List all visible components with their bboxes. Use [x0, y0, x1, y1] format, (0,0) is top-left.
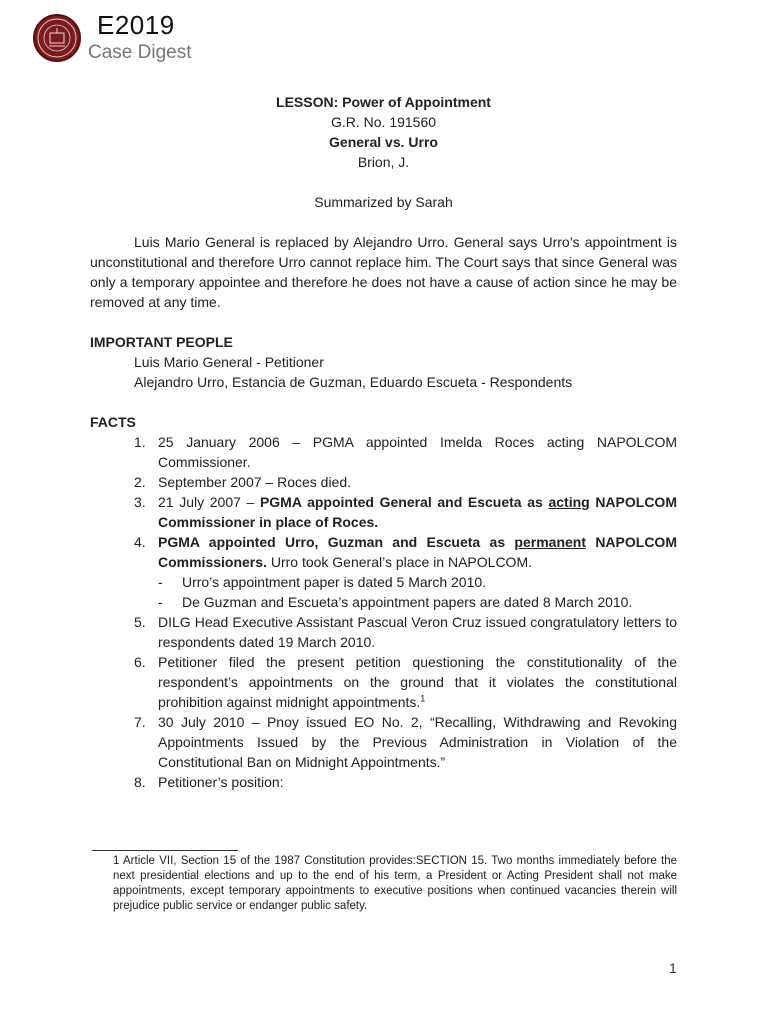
- list-item: [90, 772, 677, 792]
- footnote-divider: [92, 850, 238, 851]
- list-item: [90, 492, 677, 532]
- sub-item-text: Urro’s appointment paper is dated 5 March 2010.: [182, 574, 487, 590]
- fact-number: 3.: [134, 494, 146, 510]
- fact-number: 5.: [134, 614, 146, 630]
- fact-text: DILG Head Executive Assistant Pascual Veron Cruz issued congratulatory letters to respondents dated 19 March 2010.: [158, 614, 677, 650]
- important-people-heading: IMPORTANT PEOPLE: [90, 334, 233, 350]
- sub-item-text: De Guzman and Escueta’s appointment papers are dated 8 March 2010.: [182, 594, 633, 610]
- ponente: Brion, J.: [357, 154, 410, 170]
- person-respondents: Alejandro Urro, Estancia de Guzman, Eduardo Escueta - Respondents: [134, 374, 573, 390]
- fact-text: 21 July 2007 –: [158, 494, 260, 510]
- list-item: [90, 472, 677, 492]
- fact-bold-text: PGMA appointed General and Escueta as: [259, 494, 549, 510]
- summarized-by: Summarized by Sarah: [314, 194, 453, 210]
- list-item: [90, 532, 677, 612]
- fact-text: Petitioner’s position:: [158, 774, 284, 790]
- fact-number: 7.: [134, 714, 146, 730]
- lesson-heading: LESSON: Power of Appointment: [276, 94, 491, 110]
- footnote-reference[interactable]: 1: [420, 693, 426, 704]
- fact-underlined-text: acting: [548, 494, 590, 510]
- fact-bold-text: NAPOLCOM Commissioner in place of Roces.: [158, 494, 677, 530]
- fact-text: 25 January 2006 – PGMA appointed Imelda Roces acting NAPOLCOM Commissioner.: [158, 434, 677, 470]
- fact-number: 2.: [134, 474, 146, 490]
- sub-item: [158, 572, 677, 592]
- fact-text: Urro took General’s place in NAPOLCOM.: [266, 554, 533, 570]
- facts-list: [90, 432, 677, 792]
- fact-number: 1.: [134, 434, 146, 450]
- brand-title: E2019: [97, 10, 175, 40]
- gr-number: G.R. No. 191560: [330, 114, 437, 130]
- fact-bold-text: NAPOLCOM Commissioners.: [158, 534, 677, 570]
- person-petitioner: Luis Mario General - Petitioner: [134, 354, 324, 370]
- brand-subtitle: Case Digest: [88, 42, 192, 63]
- fact-text: September 2007 – Roces died.: [158, 474, 352, 490]
- footnote: 1 Article VII, Section 15 of the 1987 Constitution provides:SECTION 15. Two months immediately before the next presidential elections and up to the end of his term, a President or Acting President shall not make appointments, except temporary appointments to executive positions when continued vacancies therein will prejudice public service or endanger public safety.: [113, 855, 677, 912]
- facts-heading: FACTS: [90, 414, 136, 430]
- fact-text: Petitioner filed the present petition questioning the constitutionality of the respondent’s appointments on the ground that it violates the constitutional prohibition against midnight appointments.: [158, 654, 677, 710]
- list-item: [90, 712, 677, 772]
- list-item: [90, 652, 677, 712]
- fact-number: 6.: [134, 654, 146, 670]
- header: [33, 12, 333, 64]
- sub-item: [158, 592, 677, 612]
- list-item: [90, 612, 677, 652]
- list-item: [90, 432, 677, 472]
- fact-bold-text: PGMA appointed Urro, Guzman and Escueta as: [158, 534, 515, 550]
- document-body: [90, 92, 677, 792]
- dash-bullet: -: [158, 574, 163, 590]
- university-seal-logo: [33, 14, 81, 62]
- summary-paragraph: Luis Mario General is replaced by Alejandro Urro. General says Urro’s appointment is unconstitutional and therefore Urro cannot replace him. The Court says that since General was only a temporary appointee and therefore he does not have a cause of action since he may be removed at any time.: [90, 234, 677, 310]
- seal-emblem-icon: [35, 16, 79, 60]
- page-number: 1: [669, 960, 677, 976]
- fact-text: 30 July 2010 – Pnoy issued EO No. 2, “Recalling, Withdrawing and Revoking Appointments Issued by the Previous Administration in Violation of the Constitutional Ban on Midnight Appointments.”: [158, 714, 677, 770]
- dash-bullet: -: [158, 594, 163, 610]
- case-title: General vs. Urro: [329, 134, 438, 150]
- fact-number: 4.: [134, 534, 146, 550]
- fact-number: 8.: [134, 774, 146, 790]
- fact-underlined-text: permanent: [514, 534, 586, 550]
